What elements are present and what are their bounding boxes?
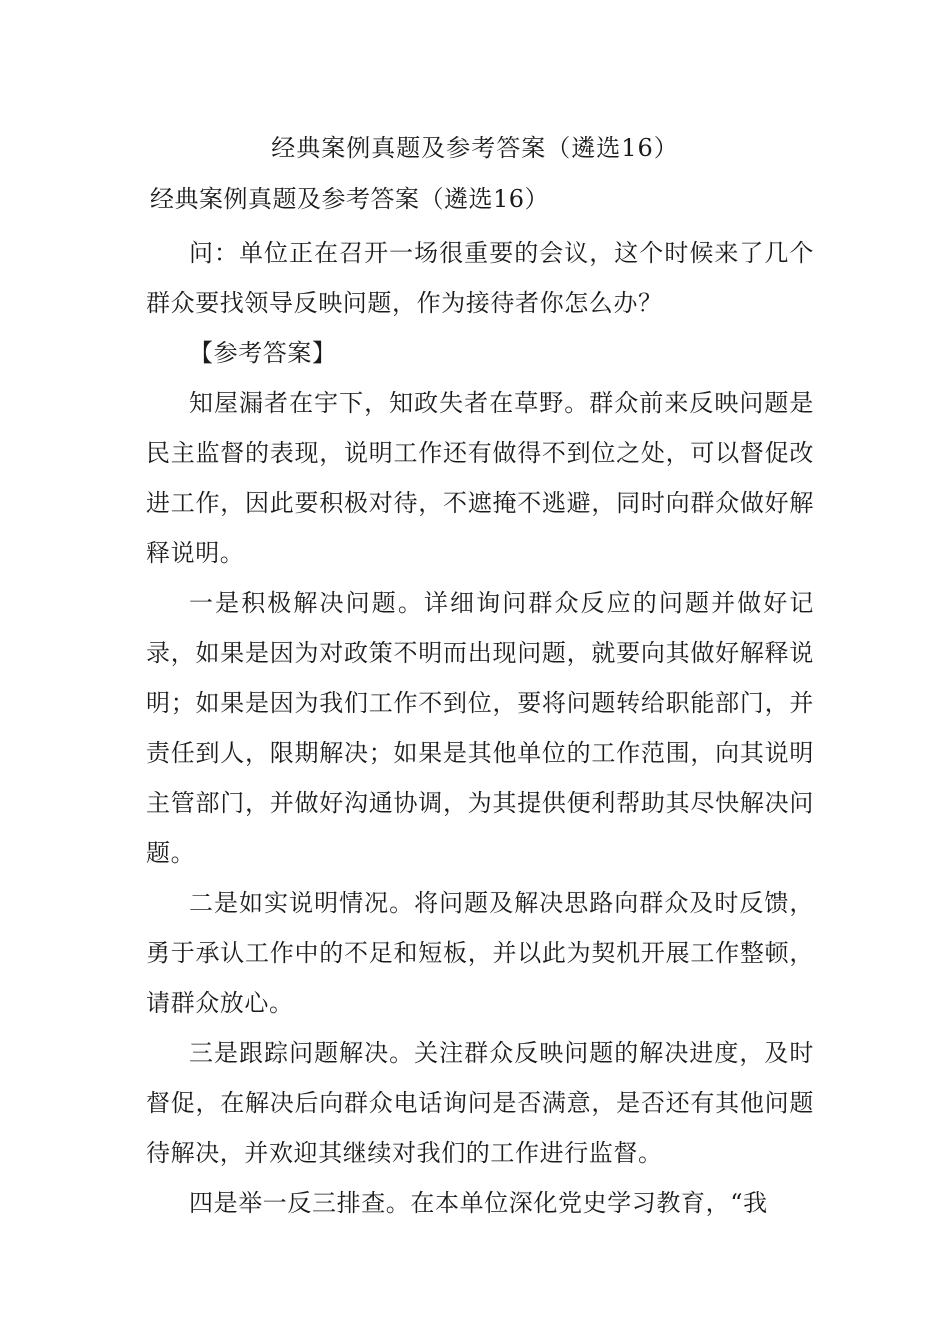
document-subtitle: 经典案例真题及参考答案（遴选16）	[150, 185, 550, 213]
body-paragraph: 一是积极解决问题。详细询问群众反应的问题并做好记录，如果是因为对政策不明而出现问题，就要向其做好解释说明；如果是因为我们工作不到位，要将问题转给职能部门，并责任到人，限期解决；如果是其他单位的工作范围，向其说明主管部门，并做好沟通协调，为其提供便利帮助其尽快解决问题。	[146, 589, 814, 867]
body-paragraph: 知屋漏者在宇下，知政失者在草野。群众前来反映问题是民主监督的表现，说明工作还有做得不到位之处，可以督促改进工作，因此要积极对待，不遮掩不逃避，同时向群众做好解释说明。	[146, 389, 814, 567]
document-title: 经典案例真题及参考答案（遴选16）	[271, 134, 679, 162]
answer-heading: 【参考答案】	[189, 339, 337, 367]
body-paragraph: 三是跟踪问题解决。关注群众反映问题的解决进度，及时督促，在解决后向群众电话询问是否满意，是否还有其他问题待解决，并欢迎其继续对我们的工作进行监督。	[146, 1039, 814, 1167]
question-paragraph: 问：单位正在召开一场很重要的会议，这个时候来了几个群众要找领导反映问题，作为接待者你怎么办？	[146, 239, 814, 317]
body-paragraph: 二是如实说明情况。将问题及解决思路向群众及时反馈，勇于承认工作中的不足和短板，并以此为契机开展工作整顿，请群众放心。	[146, 889, 814, 1017]
body-paragraph: 四是举一反三排查。在本单位深化党史学习教育，“我	[189, 1189, 768, 1217]
document-body	[146, 228, 814, 1228]
